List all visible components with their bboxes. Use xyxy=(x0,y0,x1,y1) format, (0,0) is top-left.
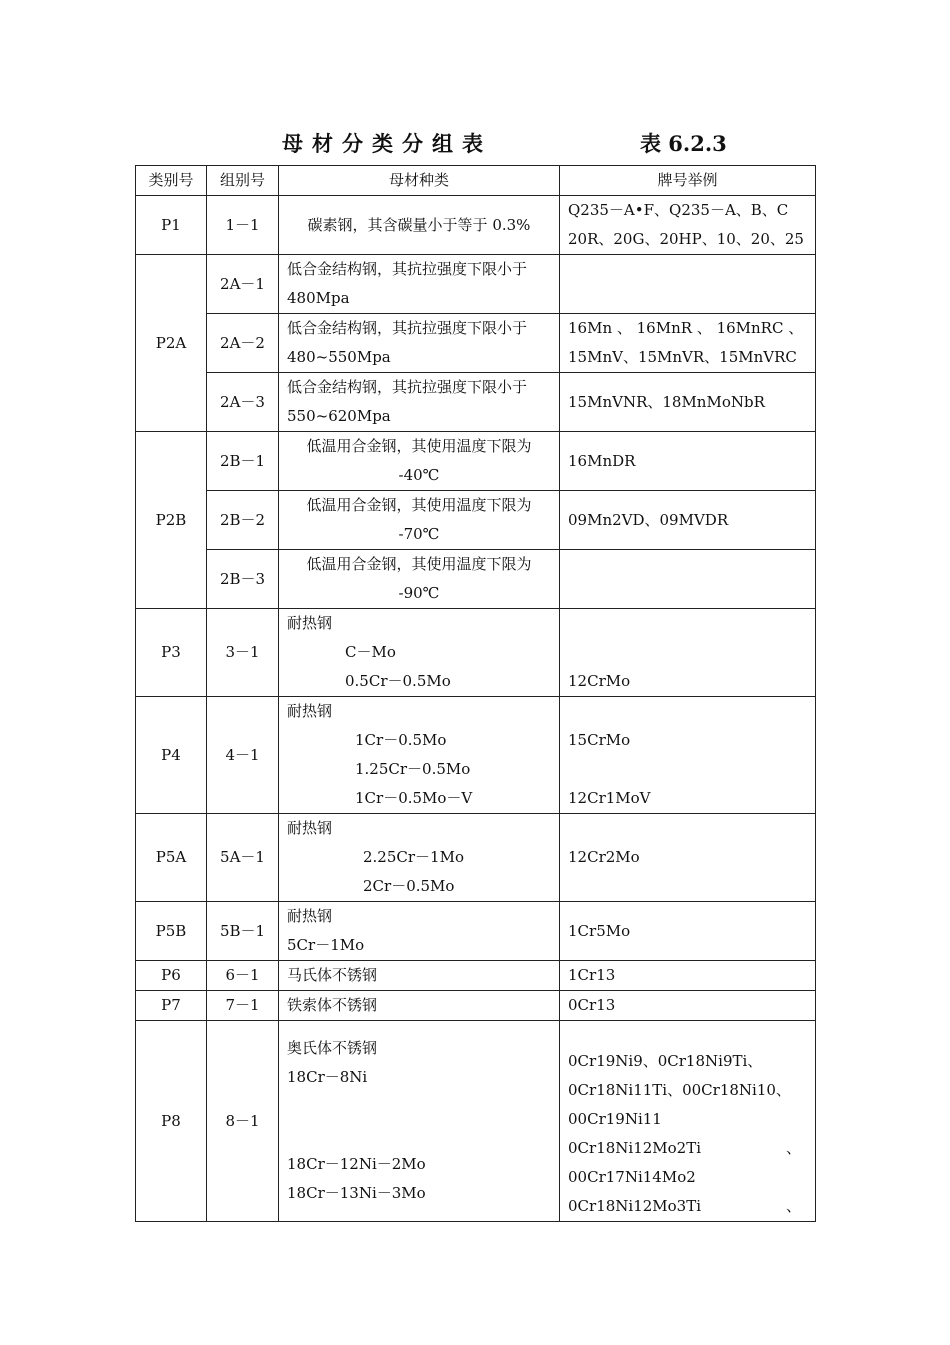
category-cell: P3 xyxy=(136,609,207,697)
grade-line: 0Cr18Ni11Ti、00Cr18Ni10、 xyxy=(568,1081,791,1099)
table-row xyxy=(136,550,816,609)
grades-cell: 0Cr13 xyxy=(560,991,816,1021)
material-cell: 碳素钢，其含碳量小于等于 0.3% xyxy=(279,196,560,255)
grade-line xyxy=(568,1192,815,1221)
material-line: 低温用合金钢，其使用温度下限为 xyxy=(306,555,532,573)
col-header-grades: 牌号举例 xyxy=(560,166,816,196)
group-cell: 4－1 xyxy=(207,697,279,814)
grade-line: 16Mn 、 16MnR 、 16MnRC 、 xyxy=(568,319,804,337)
grades-cell xyxy=(560,550,816,609)
grade-line: 15CrMo xyxy=(568,731,631,749)
category-cell: P6 xyxy=(136,961,207,991)
material-line: 480Mpa xyxy=(287,289,350,307)
category-cell: P5B xyxy=(136,902,207,961)
material-line: 低合金结构钢，其抗拉强度下限小于 xyxy=(287,378,528,396)
grades-cell xyxy=(560,1021,816,1222)
material-line: 耐热钢 xyxy=(287,819,333,837)
grades-cell: 09Mn2VD、09MVDR xyxy=(560,491,816,550)
material-cell: 马氏体不锈钢 xyxy=(279,961,560,991)
group-cell: 2B－3 xyxy=(207,550,279,609)
category-cell: P1 xyxy=(136,196,207,255)
category-cell: P4 xyxy=(136,697,207,814)
group-cell: 8－1 xyxy=(207,1021,279,1222)
grade-line: 12Cr1MoV xyxy=(568,789,651,807)
table-row xyxy=(136,991,816,1021)
group-cell: 5A－1 xyxy=(207,814,279,902)
material-line: 耐热钢 xyxy=(287,614,333,632)
group-cell: 5B－1 xyxy=(207,902,279,961)
grade-line: 00Cr19Ni11 xyxy=(568,1110,662,1128)
material-cell: 铁索体不锈钢 xyxy=(279,991,560,1021)
material-cell xyxy=(279,1021,560,1222)
grades-cell xyxy=(560,314,816,373)
grade-line xyxy=(568,1134,815,1163)
category-cell: P7 xyxy=(136,991,207,1021)
grades-cell: 1Cr13 xyxy=(560,961,816,991)
material-line: 480~550Mpa xyxy=(287,348,391,366)
table-row xyxy=(136,314,816,373)
grades-cell: 12CrMo xyxy=(560,609,816,697)
material-line: 5Cr－1Mo xyxy=(287,936,365,954)
material-cell xyxy=(279,373,560,432)
category-cell: P2B xyxy=(136,432,207,609)
grade-line: 15MnV、15MnVR、15MnVRC xyxy=(568,348,797,366)
table-number: 表 6.2.3 xyxy=(640,131,727,156)
grade-line: 0Cr19Ni9、0Cr18Ni9Ti、 xyxy=(568,1052,763,1070)
material-line: 2Cr－0.5Mo xyxy=(363,877,455,895)
material-line: C－Mo xyxy=(345,643,396,661)
material-line: 1.25Cr－0.5Mo xyxy=(355,760,471,778)
group-cell: 6－1 xyxy=(207,961,279,991)
grade-text: 0Cr18Ni12Mo2Ti xyxy=(568,1139,702,1157)
material-line: 低合金结构钢，其抗拉强度下限小于 xyxy=(287,319,528,337)
group-cell: 2A－2 xyxy=(207,314,279,373)
material-line: -40℃ xyxy=(398,466,440,484)
table-row xyxy=(136,609,816,697)
material-line: 低温用合金钢，其使用温度下限为 xyxy=(306,496,532,514)
material-cell xyxy=(279,314,560,373)
grades-cell xyxy=(560,196,816,255)
group-cell: 2A－3 xyxy=(207,373,279,432)
group-cell: 2B－2 xyxy=(207,491,279,550)
grades-cell: 15MnVNR、18MnMoNbR xyxy=(560,373,816,432)
table-row xyxy=(136,491,816,550)
material-line: 低合金结构钢，其抗拉强度下限小于 xyxy=(287,260,528,278)
material-cell xyxy=(279,609,560,697)
material-cell xyxy=(279,432,560,491)
group-cell: 1－1 xyxy=(207,196,279,255)
material-cell xyxy=(279,550,560,609)
table-header-row xyxy=(136,166,816,196)
group-cell: 3－1 xyxy=(207,609,279,697)
table-row xyxy=(136,432,816,491)
material-line: 耐热钢 xyxy=(287,907,333,925)
material-cell xyxy=(279,491,560,550)
col-header-category: 类别号 xyxy=(136,166,207,196)
grade-text: 0Cr18Ni12Mo3Ti xyxy=(568,1197,702,1215)
table-row xyxy=(136,902,816,961)
material-line: 18Cr－13Ni－3Mo xyxy=(287,1184,426,1202)
table-row xyxy=(136,373,816,432)
group-cell: 2A－1 xyxy=(207,255,279,314)
material-line: 18Cr－12Ni－2Mo xyxy=(287,1155,426,1173)
grades-cell xyxy=(560,255,816,314)
table-row xyxy=(136,1021,816,1222)
col-header-group: 组别号 xyxy=(207,166,279,196)
material-line: 18Cr－8Ni xyxy=(287,1068,368,1086)
material-line: 低温用合金钢，其使用温度下限为 xyxy=(306,437,532,455)
material-line: -70℃ xyxy=(398,525,440,543)
group-cell: 2B－1 xyxy=(207,432,279,491)
material-cell xyxy=(279,697,560,814)
group-cell: 7－1 xyxy=(207,991,279,1021)
material-line: 1Cr－0.5Mo xyxy=(355,731,447,749)
material-cell xyxy=(279,255,560,314)
grades-cell: 1Cr5Mo xyxy=(560,902,816,961)
material-line: 耐热钢 xyxy=(287,702,333,720)
category-cell: P2A xyxy=(136,255,207,432)
material-line: -90℃ xyxy=(398,584,440,602)
material-line: 1Cr－0.5Mo－V xyxy=(355,789,473,807)
material-cell xyxy=(279,902,560,961)
grade-line: Q235－A•F、Q235－A、B、C xyxy=(568,201,789,219)
material-classification-table xyxy=(135,165,816,1222)
table-row xyxy=(136,697,816,814)
table-title: 母材分类分组表 xyxy=(282,131,492,156)
material-line: 奥氏体不锈钢 xyxy=(287,1039,378,1057)
grade-line: 00Cr17Ni14Mo2 xyxy=(568,1168,696,1186)
material-line: 0.5Cr－0.5Mo xyxy=(345,672,451,690)
grades-cell: 16MnDR xyxy=(560,432,816,491)
material-line: 2.25Cr－1Mo xyxy=(363,848,464,866)
grade-separator: 、 xyxy=(785,1197,801,1215)
grades-cell: 12Cr2Mo xyxy=(560,814,816,902)
grade-line: 20R、20G、20HP、10、20、25 xyxy=(568,230,804,248)
grade-separator: 、 xyxy=(785,1139,801,1157)
table-row xyxy=(136,961,816,991)
material-line: 550~620Mpa xyxy=(287,407,391,425)
grades-cell xyxy=(560,697,816,814)
table-row xyxy=(136,814,816,902)
category-cell: P5A xyxy=(136,814,207,902)
table-row xyxy=(136,255,816,314)
col-header-material: 母材种类 xyxy=(279,166,560,196)
table-row xyxy=(136,196,816,255)
material-cell xyxy=(279,814,560,902)
category-cell: P8 xyxy=(136,1021,207,1222)
